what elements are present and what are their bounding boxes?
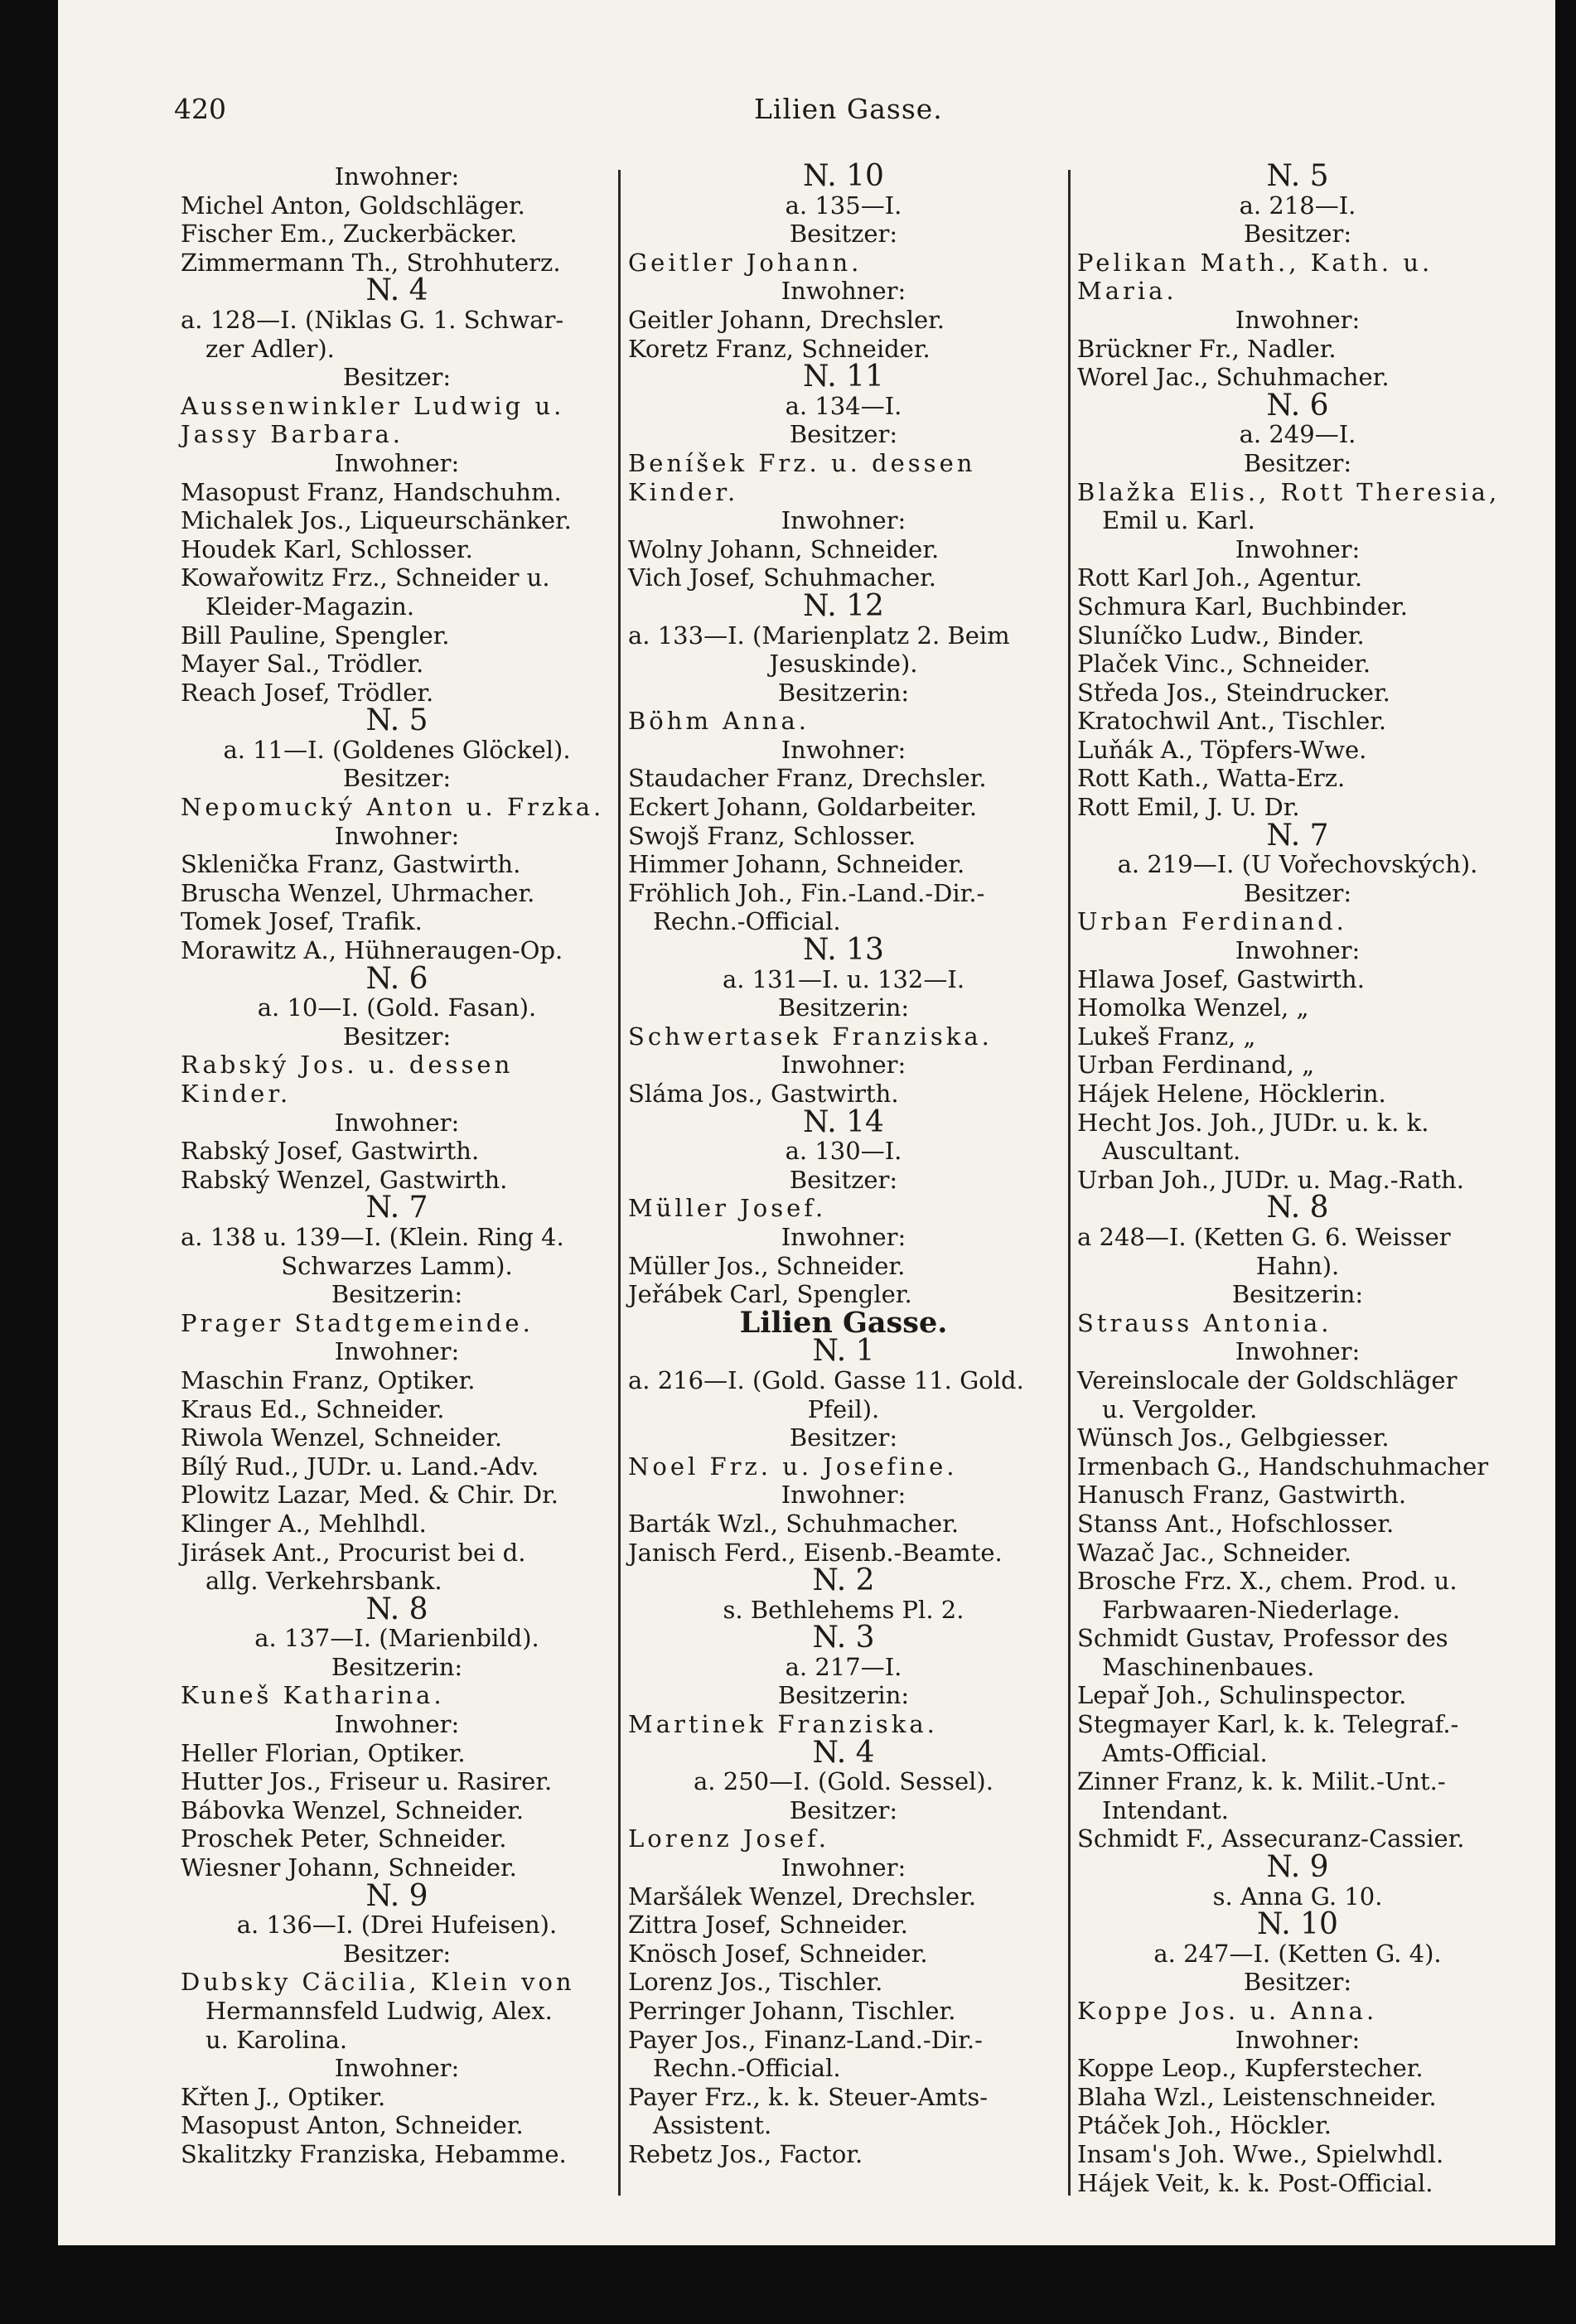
resident-entry: Kowařowitz Frz., Schneider u. (181, 563, 550, 592)
resident-entry: Hlawa Josef, Gastwirth. (1077, 964, 1365, 993)
resident-entry: Rott Karl Joh., Agentur. (1077, 563, 1363, 592)
entry-caption: a. 136—I. (Drei Hufeisen). (236, 1911, 558, 1940)
entry-caption: Inwohner: (1235, 305, 1361, 334)
resident-entry: Maschin Franz, Optiker. (181, 1365, 476, 1394)
house-number-heading: N. 4 (812, 1735, 875, 1770)
entry-caption: a. 131—I. u. 132—I. (722, 964, 965, 993)
entry-caption: a. 137—I. (Marienbild). (254, 1624, 539, 1653)
resident-entry: Proschek Peter, Schneider. (181, 1824, 507, 1853)
resident-entry: Hájek Veit, k. k. Post-Official. (1077, 2168, 1433, 2197)
resident-entry: Klinger A., Mehlhdl. (181, 1509, 427, 1538)
entry-caption: a. 10—I. (Gold. Fasan). (257, 993, 537, 1022)
house-number-heading: N. 8 (1266, 1191, 1329, 1225)
resident-entry: Michel Anton, Goldschläger. (181, 191, 525, 220)
resident-entry: Brosche Frz. X., chem. Prod. u. (1077, 1567, 1458, 1596)
entry-caption: Besitzer: (1243, 448, 1352, 477)
resident-entry: Payer Frz., k. k. Steuer-Amts- (628, 2082, 989, 2111)
house-number-heading: N. 9 (1266, 1850, 1329, 1885)
scan-border-left (0, 0, 58, 2324)
owner-name: Noel Frz. u. Josefine. (628, 1452, 958, 1481)
resident-entry: Jirásek Ant., Procurist bei d. (181, 1538, 526, 1567)
entry-caption: Inwohner: (781, 1481, 906, 1510)
entry-caption: Hahn). (1255, 1251, 1340, 1280)
scan-border-bottom (0, 2245, 1576, 2324)
entry-caption: a. 217—I. (785, 1652, 902, 1681)
resident-entry: Křten J., Optiker. (181, 2082, 386, 2111)
resident-entry: Morawitz A., Hühneraugen-Op. (181, 936, 563, 965)
entry-caption: Inwohner: (781, 1853, 906, 1882)
resident-entry: Rabský Wenzel, Gastwirth. (181, 1165, 508, 1194)
house-number-heading: N. 14 (803, 1104, 884, 1139)
entry-caption: Besitzer: (342, 363, 452, 392)
resident-entry: Blaha Wzl., Leistenschneider. (1077, 2082, 1437, 2111)
continuation-line: Assistent. (653, 2111, 772, 2140)
resident-entry: Riwola Wenzel, Schneider. (181, 1423, 503, 1452)
entry-caption: Inwohner: (334, 2054, 460, 2083)
resident-entry: Stegmayer Karl, k. k. Telegraf.- (1077, 1710, 1459, 1739)
resident-entry: Zittra Josef, Schneider. (628, 1911, 908, 1940)
resident-entry: Středa Jos., Steindrucker. (1077, 678, 1390, 707)
resident-entry: a. 128—I. (Niklas G. 1. Schwar- (181, 305, 564, 334)
owner-name: Jassy Barbara. (181, 420, 404, 449)
resident-entry: Lorenz Jos., Tischler. (628, 1968, 883, 1997)
resident-entry: Irmenbach G., Handschuhmacher (1077, 1452, 1489, 1481)
owner-name: Aussenwinkler Ludwig u. (181, 391, 565, 420)
resident-entry: Vereinslocale der Goldschläger (1077, 1365, 1458, 1394)
owner-name: Beníšek Frz. u. dessen Kinder. (628, 448, 976, 506)
resident-entry: a. 133—I. (Marienplatz 2. Beim (628, 621, 1010, 650)
owner-name: Böhm Anna. (628, 707, 810, 736)
owner-name: Kuneš Katharina. (181, 1681, 445, 1710)
continuation-line: Rechn.-Official. (653, 907, 841, 936)
house-number-heading: N. 8 (365, 1592, 428, 1626)
entry-caption: a. 134—I. (785, 391, 902, 420)
continuation-line: Hermannsfeld Ludwig, Alex. (205, 1997, 553, 2025)
entry-caption: a. 130—I. (785, 1137, 902, 1166)
house-number-heading: N. 5 (365, 703, 428, 738)
resident-entry: Barták Wzl., Schuhmacher. (628, 1509, 960, 1538)
entry-caption: Besitzerin: (777, 993, 910, 1022)
entry-caption: a. 250—I. (Gold. Sessel). (694, 1767, 993, 1796)
entry-caption: Inwohner: (781, 1051, 906, 1080)
house-number-heading: N. 3 (812, 1621, 875, 1655)
entry-caption: Besitzer: (342, 1939, 452, 1968)
entry-caption: Inwohner: (334, 1710, 460, 1739)
entry-caption: Besitzer: (789, 1165, 898, 1194)
entry-caption: Besitzer: (342, 764, 452, 793)
running-head: Lilien Gasse. (754, 93, 943, 125)
continuation-line: allg. Verkehrsbank. (205, 1567, 442, 1596)
resident-entry: Sklenička Franz, Gastwirth. (181, 850, 521, 879)
resident-entry: a 248—I. (Ketten G. 6. Weisser (1077, 1222, 1451, 1251)
resident-entry: Janisch Ferd., Eisenb.-Beamte. (628, 1538, 1003, 1567)
entry-caption: Besitzer: (789, 1423, 898, 1452)
entry-caption: Inwohner: (1235, 1337, 1361, 1366)
entry-caption: a. 135—I. (785, 191, 902, 220)
resident-entry: Brückner Fr., Nadler. (1077, 334, 1337, 363)
column-rule (1068, 170, 1071, 2196)
resident-entry: Sluníčko Ludw., Binder. (1077, 621, 1365, 650)
entry-caption: Inwohner: (781, 735, 906, 764)
resident-entry: Swojš Franz, Schlosser. (628, 821, 916, 850)
resident-entry: Zimmermann Th., Strohhuterz. (181, 248, 561, 277)
entry-caption: Inwohner: (334, 448, 460, 477)
resident-entry: Bílý Rud., JUDr. u. Land.-Adv. (181, 1452, 539, 1481)
entry-caption: Inwohner: (781, 1222, 906, 1251)
resident-entry: Perringer Johann, Tischler. (628, 1997, 956, 2025)
continuation-line: Intendant. (1102, 1795, 1230, 1824)
resident-entry: Kraus Ed., Schneider. (181, 1394, 445, 1423)
entry-caption: a. 218—I. (1239, 191, 1356, 220)
entry-caption: Besitzer: (789, 1795, 898, 1824)
house-number-heading: N. 13 (803, 933, 884, 968)
entry-caption: Inwohner: (1235, 2025, 1361, 2054)
resident-entry: Wazač Jac., Schneider. (1077, 1538, 1351, 1567)
owner-name: Dubsky Cäcilia, Klein von (181, 1968, 575, 1997)
house-number-heading: N. 7 (365, 1191, 428, 1225)
owner-name: Nepomucký Anton u. Frzka. (181, 793, 605, 822)
resident-entry: Schmidt Gustav, Professor des (1077, 1624, 1448, 1653)
continuation-line: Auscultant. (1102, 1137, 1241, 1166)
resident-entry: Zinner Franz, k. k. Milit.-Unt.- (1077, 1767, 1446, 1796)
resident-entry: Lukeš Franz, „ (1077, 1022, 1256, 1051)
resident-entry: Plaček Vinc., Schneider. (1077, 650, 1371, 679)
resident-entry: Koppe Leop., Kupferstecher. (1077, 2054, 1424, 2083)
resident-entry: Homolka Wenzel, „ (1077, 993, 1309, 1022)
resident-entry: Bábovka Wenzel, Schneider. (181, 1795, 525, 1824)
resident-entry: Tomek Josef, Trafik. (181, 907, 423, 936)
resident-entry: Hutter Jos., Friseur u. Rasirer. (181, 1767, 553, 1796)
resident-entry: Jeřábek Carl, Spengler. (628, 1280, 912, 1309)
resident-entry: Schmura Karl, Buchbinder. (1077, 592, 1408, 621)
continuation-line: Emil u. Karl. (1102, 506, 1255, 535)
resident-entry: a. 138 u. 139—I. (Klein. Ring 4. (181, 1222, 564, 1251)
resident-entry: Urban Joh., JUDr. u. Mag.-Rath. (1077, 1165, 1464, 1194)
resident-entry: Koretz Franz, Schneider. (628, 334, 931, 363)
house-number-heading: N. 7 (1266, 818, 1329, 853)
resident-entry: Reach Josef, Trödler. (181, 678, 434, 707)
resident-entry: Hanusch Franz, Gastwirth. (1077, 1481, 1407, 1510)
resident-entry: Houdek Karl, Schlosser. (181, 534, 473, 563)
house-number-heading: N. 11 (803, 360, 884, 394)
resident-entry: Rott Emil, J. U. Dr. (1077, 793, 1300, 822)
entry-caption: Besitzer: (1243, 1968, 1352, 1997)
resident-entry: Wolny Johann, Schneider. (628, 534, 940, 563)
resident-entry: Stanss Ant., Hofschlosser. (1077, 1509, 1395, 1538)
entry-caption: Inwohner: (334, 821, 460, 850)
column-right (1077, 159, 1518, 2197)
owner-name: Pelikan Math., Kath. u. Maria. (1077, 248, 1433, 306)
entry-caption: a. 249—I. (1239, 420, 1356, 449)
resident-entry: Rebetz Jos., Factor. (628, 2139, 863, 2168)
resident-entry: Maršálek Wenzel, Drechsler. (628, 1882, 977, 1911)
house-number-heading: N. 4 (365, 273, 428, 308)
street-heading: Lilien Gasse. (739, 1305, 948, 1340)
house-number-heading: N. 12 (803, 588, 884, 623)
owner-name: Prager Stadtgemeinde. (181, 1308, 534, 1337)
resident-entry: Knösch Josef, Schneider. (628, 1939, 928, 1968)
entry-caption: Jesuskinde). (769, 650, 918, 679)
resident-entry: Mayer Sal., Trödler. (181, 650, 424, 679)
resident-entry: Vich Josef, Schuhmacher. (628, 563, 937, 592)
resident-entry: Hájek Helene, Höcklerin. (1077, 1080, 1386, 1108)
entry-caption: Besitzer: (1243, 878, 1352, 907)
house-number-heading: N. 5 (1266, 159, 1329, 193)
entry-caption: Schwarzes Lamm). (281, 1251, 513, 1280)
entry-caption: Besitzerin: (331, 1652, 463, 1681)
resident-entry: Masopust Anton, Schneider. (181, 2111, 524, 2140)
resident-entry: Heller Florian, Optiker. (181, 1738, 466, 1767)
entry-caption: Besitzer: (342, 1022, 452, 1051)
entry-caption: a. 11—I. (Goldenes Glöckel). (223, 735, 571, 764)
resident-entry: Ptáček Joh., Höckler. (1077, 2111, 1332, 2140)
resident-entry: Bruscha Wenzel, Uhrmacher. (181, 878, 535, 907)
resident-entry: Fröhlich Joh., Fin.-Land.-Dir.- (628, 878, 985, 907)
column-left (181, 162, 613, 2169)
entry-caption: s. Anna G. 10. (1212, 1882, 1383, 1911)
resident-entry: Skalitzky Franziska, Hebamme. (181, 2139, 567, 2168)
entry-caption: Inwohner: (1235, 936, 1361, 965)
entry-caption: Besitzerin: (331, 1280, 463, 1309)
resident-entry: Rabský Josef, Gastwirth. (181, 1137, 480, 1166)
owner-name: Schwertasek Franziska. (628, 1022, 993, 1051)
resident-entry: Urban Ferdinand, „ (1077, 1051, 1315, 1080)
owner-name: Geitler Johann. (628, 248, 863, 277)
owner-name: Rabský Jos. u. dessen Kinder. (181, 1051, 514, 1108)
resident-entry: Insam's Joh. Wwe., Spielwhdl. (1077, 2139, 1444, 2168)
continuation-line: u. Karolina. (205, 2025, 348, 2054)
resident-entry: Lepař Joh., Schulinspector. (1077, 1681, 1407, 1710)
house-number-heading: N. 10 (1257, 1907, 1338, 1942)
house-number-heading: N. 6 (1266, 388, 1329, 423)
owner-name: Blažka Elis., Rott Theresia, (1077, 477, 1501, 506)
owner-name: Müller Josef. (628, 1194, 827, 1223)
resident-entry: Wiesner Johann, Schneider. (181, 1853, 517, 1882)
entry-caption: Besitzerin: (777, 678, 910, 707)
resident-entry: Michalek Jos., Liqueurschänker. (181, 506, 572, 535)
continuation-line: Kleider-Magazin. (205, 592, 415, 621)
entry-caption: a. 247—I. (Ketten G. 4). (1153, 1939, 1442, 1968)
entry-caption: Besitzer: (1243, 220, 1352, 249)
resident-entry: Wünsch Jos., Gelbgiesser. (1077, 1423, 1390, 1452)
resident-entry: Plowitz Lazar, Med. & Chir. Dr. (181, 1481, 559, 1510)
owner-name: Urban Ferdinand. (1077, 907, 1347, 936)
entry-caption: a. 219—I. (U Vořechovských). (1117, 850, 1478, 879)
entry-caption: s. Bethlehems Pl. 2. (723, 1595, 964, 1624)
resident-entry: Schmidt F., Assecuranz-Cassier. (1077, 1824, 1465, 1853)
entry-caption: Inwohner: (334, 1337, 460, 1366)
owner-name: Koppe Jos. u. Anna. (1077, 1997, 1378, 2025)
column-rule (618, 170, 621, 2196)
continuation-line: Amts-Official. (1102, 1738, 1268, 1767)
owner-name: Strauss Antonia. (1077, 1308, 1332, 1337)
house-number-heading: N. 1 (812, 1334, 875, 1369)
entry-caption: Inwohner: (1235, 534, 1361, 563)
entry-caption: Besitzerin: (777, 1681, 910, 1710)
resident-entry: Bill Pauline, Spengler. (181, 621, 450, 650)
column-middle (628, 159, 1059, 2169)
resident-entry: Eckert Johann, Goldarbeiter. (628, 793, 978, 822)
continuation-line: Maschinenbaues. (1102, 1652, 1315, 1681)
entry-caption: Inwohner: (334, 162, 460, 191)
resident-entry: Payer Jos., Finanz-Land.-Dir.- (628, 2025, 983, 2054)
resident-entry: Fischer Em., Zuckerbäcker. (181, 220, 518, 249)
entry-caption: Besitzerin: (1231, 1280, 1364, 1309)
resident-entry: Geitler Johann, Drechsler. (628, 305, 945, 334)
resident-entry: Worel Jac., Schuhmacher. (1077, 363, 1390, 392)
entry-caption: Inwohner: (781, 277, 906, 306)
continuation-line: Farbwaaren-Niederlage. (1102, 1595, 1400, 1624)
continuation-line: u. Vergolder. (1102, 1394, 1258, 1423)
continuation-line: zer Adler). (205, 334, 335, 363)
page-number: 420 (174, 93, 226, 125)
house-number-heading: N. 9 (365, 1878, 428, 1913)
owner-name: Martinek Franziska. (628, 1710, 938, 1739)
entry-caption: Pfeil). (807, 1394, 880, 1423)
scan-border-right (1555, 0, 1576, 2324)
entry-caption: Besitzer: (789, 420, 898, 449)
entry-caption: Inwohner: (781, 506, 906, 535)
resident-entry: Hecht Jos. Joh., JUDr. u. k. k. (1077, 1108, 1429, 1137)
house-number-heading: N. 10 (803, 159, 884, 193)
resident-entry: Rott Kath., Watta-Erz. (1077, 764, 1346, 793)
continuation-line: Rechn.-Official. (653, 2054, 841, 2083)
entry-caption: Besitzer: (789, 220, 898, 249)
resident-entry: Himmer Johann, Schneider. (628, 850, 965, 879)
resident-entry: Sláma Jos., Gastwirth. (628, 1080, 899, 1108)
entry-caption: Inwohner: (334, 1108, 460, 1137)
resident-entry: Kratochwil Ant., Tischler. (1077, 707, 1387, 736)
resident-entry: Luňák A., Töpfers-Wwe. (1077, 735, 1367, 764)
owner-name: Lorenz Josef. (628, 1824, 829, 1853)
house-number-heading: N. 2 (812, 1563, 875, 1598)
resident-entry: Müller Jos., Schneider. (628, 1251, 906, 1280)
resident-entry: a. 216—I. (Gold. Gasse 11. Gold. (628, 1365, 1024, 1394)
resident-entry: Staudacher Franz, Drechsler. (628, 764, 987, 793)
resident-entry: Masopust Franz, Handschuhm. (181, 477, 562, 506)
house-number-heading: N. 6 (365, 961, 428, 996)
